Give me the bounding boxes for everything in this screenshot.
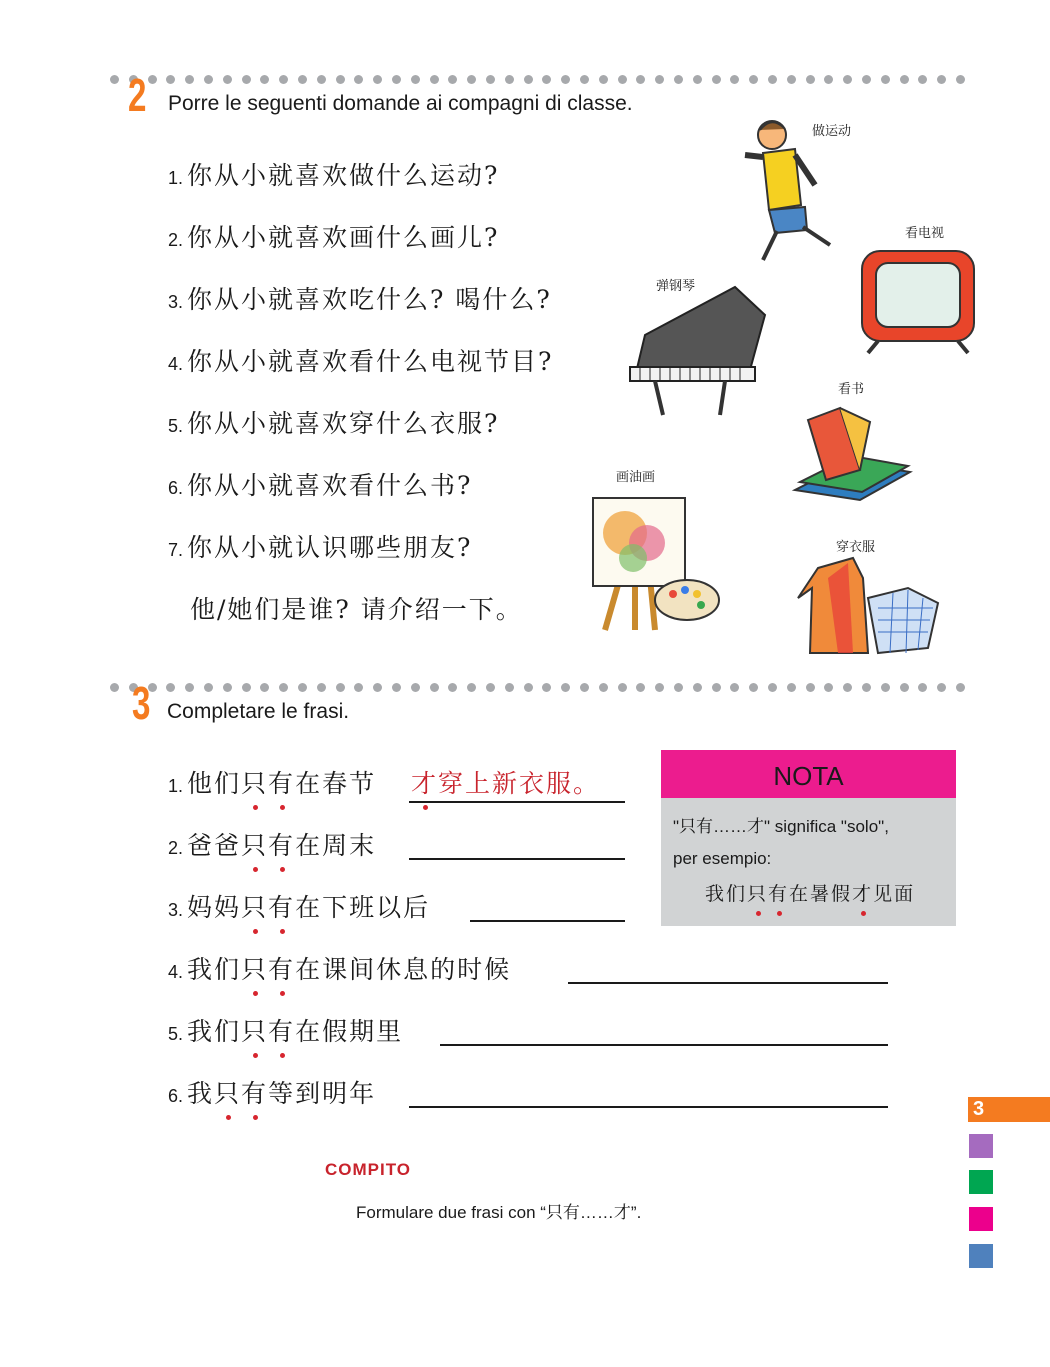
rule-dot	[542, 75, 551, 84]
rule-dot	[900, 683, 909, 692]
compito-label: COMPITO	[325, 1160, 412, 1179]
nota-box	[661, 750, 956, 926]
rule-dot	[749, 75, 758, 84]
rule-dot	[881, 75, 890, 84]
rule-dot	[373, 75, 382, 84]
side-tab-pink[interactable]	[969, 1207, 993, 1231]
rule-dot	[693, 683, 702, 692]
caption-tv: 看电视	[905, 226, 945, 241]
rule-dot	[787, 75, 796, 84]
rule-dot	[148, 75, 157, 84]
rule-dot	[110, 75, 119, 84]
rule-dot	[223, 683, 232, 692]
rule-dot	[843, 75, 852, 84]
rule-dot	[862, 683, 871, 692]
rule-dot	[542, 683, 551, 692]
rule-dot	[336, 75, 345, 84]
rule-dot	[749, 683, 758, 692]
rule-dot	[881, 683, 890, 692]
question-7: 7. 你从小就认识哪些朋友?	[168, 533, 473, 562]
rule-dot	[373, 683, 382, 692]
rule-dot	[655, 75, 664, 84]
sentence-5: 5. 我们只有在假期里	[168, 1012, 403, 1048]
rule-dot	[618, 683, 627, 692]
rule-dot	[110, 683, 119, 692]
page-number-tab[interactable]: 3	[968, 1097, 1050, 1122]
rule-dot	[824, 75, 833, 84]
rule-dot	[636, 683, 645, 692]
section-3-instruction: Completare le frasi.	[167, 700, 350, 723]
nota-line-2: per esempio:	[673, 849, 772, 868]
rule-dot	[730, 75, 739, 84]
answer-line-5[interactable]	[440, 1044, 888, 1046]
caption-book: 看书	[838, 382, 865, 397]
rule-dot	[467, 683, 476, 692]
rule-dot	[223, 75, 232, 84]
answer-line-1[interactable]	[409, 801, 625, 803]
caption-painting: 画油画	[616, 470, 656, 485]
rule-dot	[712, 683, 721, 692]
question-5: 5. 你从小就喜欢穿什么衣服?	[168, 409, 500, 438]
rule-dot	[317, 75, 326, 84]
rule-dot	[185, 683, 194, 692]
compito-instruction: Formulare due frasi con “只有……才”.	[356, 1203, 642, 1222]
section-2-number: 2	[128, 69, 147, 121]
rule-dot	[712, 75, 721, 84]
section-2-instruction: Porre le seguenti domande ai compagni di classe.	[168, 92, 633, 115]
rule-dot	[824, 683, 833, 692]
side-tab-green[interactable]	[969, 1170, 993, 1194]
rule-dot	[298, 683, 307, 692]
easel-painting-illustration	[585, 488, 725, 633]
rule-dot	[937, 683, 946, 692]
rule-dot	[242, 683, 251, 692]
rule-dot	[279, 75, 288, 84]
rule-dot	[392, 683, 401, 692]
rule-dot	[317, 683, 326, 692]
rule-dot	[956, 75, 965, 84]
rule-dot	[430, 683, 439, 692]
rule-dot	[693, 75, 702, 84]
rule-dot	[730, 683, 739, 692]
answer-line-3[interactable]	[470, 920, 625, 922]
rule-dot	[411, 75, 420, 84]
rule-dot	[618, 75, 627, 84]
question-1: 1. 你从小就喜欢做什么运动?	[168, 161, 500, 190]
rule-dot	[185, 75, 194, 84]
rule-dot	[768, 683, 777, 692]
rule-dot	[505, 683, 514, 692]
rule-dot	[354, 683, 363, 692]
sentence-1-answer	[411, 764, 600, 800]
rule-dot	[580, 683, 589, 692]
rule-dot	[599, 75, 608, 84]
clothes-illustration	[798, 558, 943, 658]
rule-dot	[260, 683, 269, 692]
question-4: 4. 你从小就喜欢看什么电视节目?	[168, 347, 554, 376]
rule-dot	[862, 75, 871, 84]
rule-dot	[806, 75, 815, 84]
rule-dot	[768, 75, 777, 84]
rule-dot	[260, 75, 269, 84]
sentence-6: 6. 我只有等到明年	[168, 1074, 376, 1110]
rule-dot	[580, 75, 589, 84]
rule-dot	[524, 683, 533, 692]
question-2: 2. 你从小就喜欢画什么画儿?	[168, 223, 500, 252]
rule-dot	[467, 75, 476, 84]
answer-text: 穿上新衣服。	[438, 769, 601, 798]
rule-dot	[448, 683, 457, 692]
sentence-4: 4. 我们只有在课间休息的时候	[168, 950, 511, 986]
question-7-continued: 他/她们是谁? 请介绍一下。	[190, 595, 523, 624]
rule-dot	[411, 683, 420, 692]
rule-dot	[354, 75, 363, 84]
section-2-dotted-rule	[110, 75, 960, 85]
rule-dot	[298, 75, 307, 84]
answer-line-2[interactable]	[409, 858, 625, 860]
television-illustration	[858, 245, 978, 355]
rule-dot	[636, 75, 645, 84]
rule-dot	[166, 75, 175, 84]
rule-dot	[242, 75, 251, 84]
rule-dot	[655, 683, 664, 692]
answer-cai: 才	[411, 764, 438, 800]
rule-dot	[806, 683, 815, 692]
rule-dot	[166, 683, 175, 692]
rule-dot	[486, 683, 495, 692]
rule-dot	[336, 683, 345, 692]
answer-line-6[interactable]	[409, 1106, 888, 1108]
rule-dot	[204, 75, 213, 84]
rule-dot	[956, 683, 965, 692]
rule-dot	[561, 683, 570, 692]
rule-dot	[486, 75, 495, 84]
rule-dot	[787, 683, 796, 692]
rule-dot	[937, 75, 946, 84]
nota-title: NOTA	[661, 750, 956, 798]
rule-dot	[918, 683, 927, 692]
section-3-number: 3	[132, 677, 151, 729]
rule-dot	[843, 683, 852, 692]
rule-dot	[505, 75, 514, 84]
side-tab-purple[interactable]	[969, 1134, 993, 1158]
question-3: 3. 你从小就喜欢吃什么? 喝什么?	[168, 285, 552, 314]
rule-dot	[430, 75, 439, 84]
piano-illustration	[625, 285, 770, 420]
sentence-1: 1. 他们只有在春节	[168, 764, 376, 800]
rule-dot	[524, 75, 533, 84]
rule-dot	[561, 75, 570, 84]
books-illustration	[790, 400, 915, 515]
nota-line-1: "只有……才" significa "solo",	[673, 817, 889, 836]
rule-dot	[900, 75, 909, 84]
running-person-illustration	[735, 115, 845, 265]
caption-sport: 做运动	[812, 124, 852, 139]
sentence-2: 2. 爸爸只有在周末	[168, 826, 376, 862]
rule-dot	[279, 683, 288, 692]
rule-dot	[392, 75, 401, 84]
section-3-dotted-rule	[110, 683, 960, 693]
rule-dot	[448, 75, 457, 84]
rule-dot	[674, 75, 683, 84]
sentence-3: 3. 妈妈只有在下班以后	[168, 888, 430, 924]
side-tab-blue[interactable]	[969, 1244, 993, 1268]
caption-clothes: 穿衣服	[836, 540, 876, 555]
question-6: 6. 你从小就喜欢看什么书?	[168, 471, 473, 500]
answer-line-4[interactable]	[568, 982, 888, 984]
nota-example: 我们只有在暑假才见面	[705, 879, 944, 906]
rule-dot	[918, 75, 927, 84]
rule-dot	[674, 683, 683, 692]
caption-piano: 弹钢琴	[656, 279, 696, 294]
rule-dot	[204, 683, 213, 692]
rule-dot	[599, 683, 608, 692]
